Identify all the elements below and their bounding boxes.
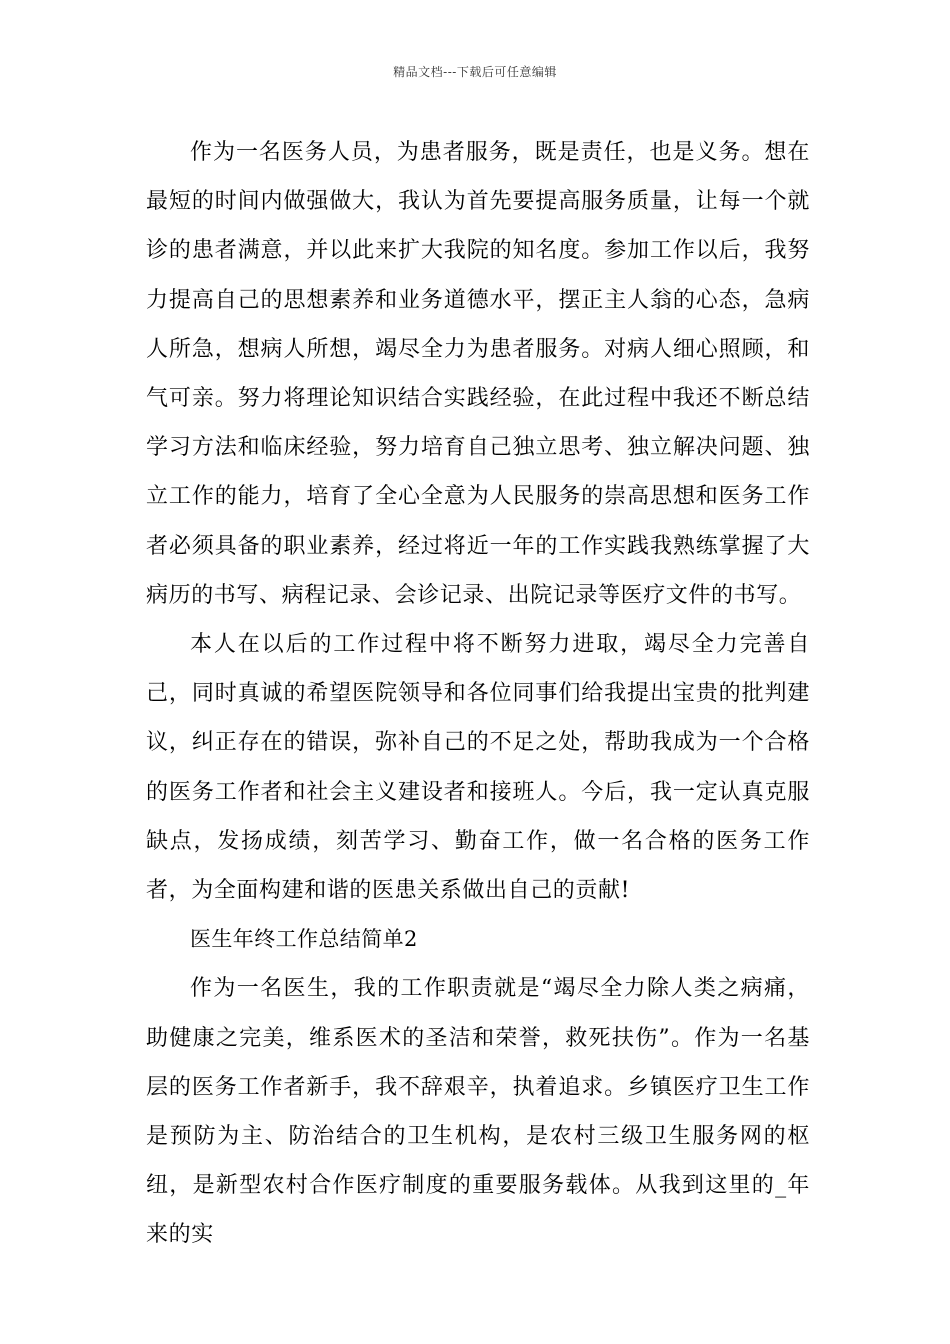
page-header: 精品文档---下载后可任意编辑 <box>393 65 557 79</box>
section-paragraph-1: 作为一名医生，我的工作职责就是“竭尽全力除人类之病痛，助健康之完美，维系医术的圣洁和荣誉，救死扶伤”。作为一名基层的医务工作者新手，我不辞艰辛，执着追求。乡镇医疗卫生工作是预防为主、防治结合的卫生机构，是农村三级卫生服务网的枢纽，是新型农村合作医疗制度的重要服务载体。从我到这里的_年来的实 <box>146 976 810 1248</box>
document-body <box>146 128 810 1260</box>
body-paragraph-1: 作为一名医务人员，为患者服务，既是责任，也是义务。想在最短的时间内做强做大，我认为首先要提高服务质量，让每一个就诊的患者满意，并以此来扩大我院的知名度。参加工作以后，我努力提高自己的思想素养和业务道德水平，摆正主人翁的心态，急病人所急，想病人所想，竭尽全力为患者服务。对病人细心照顾，和气可亲。努力将理论知识结合实践经验，在此过程中我还不断总结学习方法和临床经验，努力培育自己独立思考、独立解决问题、独立工作的能力，培育了全心全意为人民服务的崇高思想和医务工作者必须具备的职业素养，经过将近一年的工作实践我熟练掌握了大病历的书写、病程记录、会诊记录、出院记录等医疗文件的书写。 <box>146 140 810 608</box>
body-paragraph-2: 本人在以后的工作过程中将不断努力进取，竭尽全力完善自己，同时真诚的希望医院领导和各位同事们给我提出宝贵的批判建议，纠正存在的错误，弥补自己的不足之处，帮助我成为一个合格的医务工作者和社会主义建设者和接班人。今后，我一定认真克服缺点，发扬成绩，刻苦学习、勤奋工作，做一名合格的医务工作者，为全面构建和谐的医患关系做出自己的贡献! <box>146 632 810 904</box>
section-title: 医生年终工作总结简单2 <box>190 927 418 952</box>
